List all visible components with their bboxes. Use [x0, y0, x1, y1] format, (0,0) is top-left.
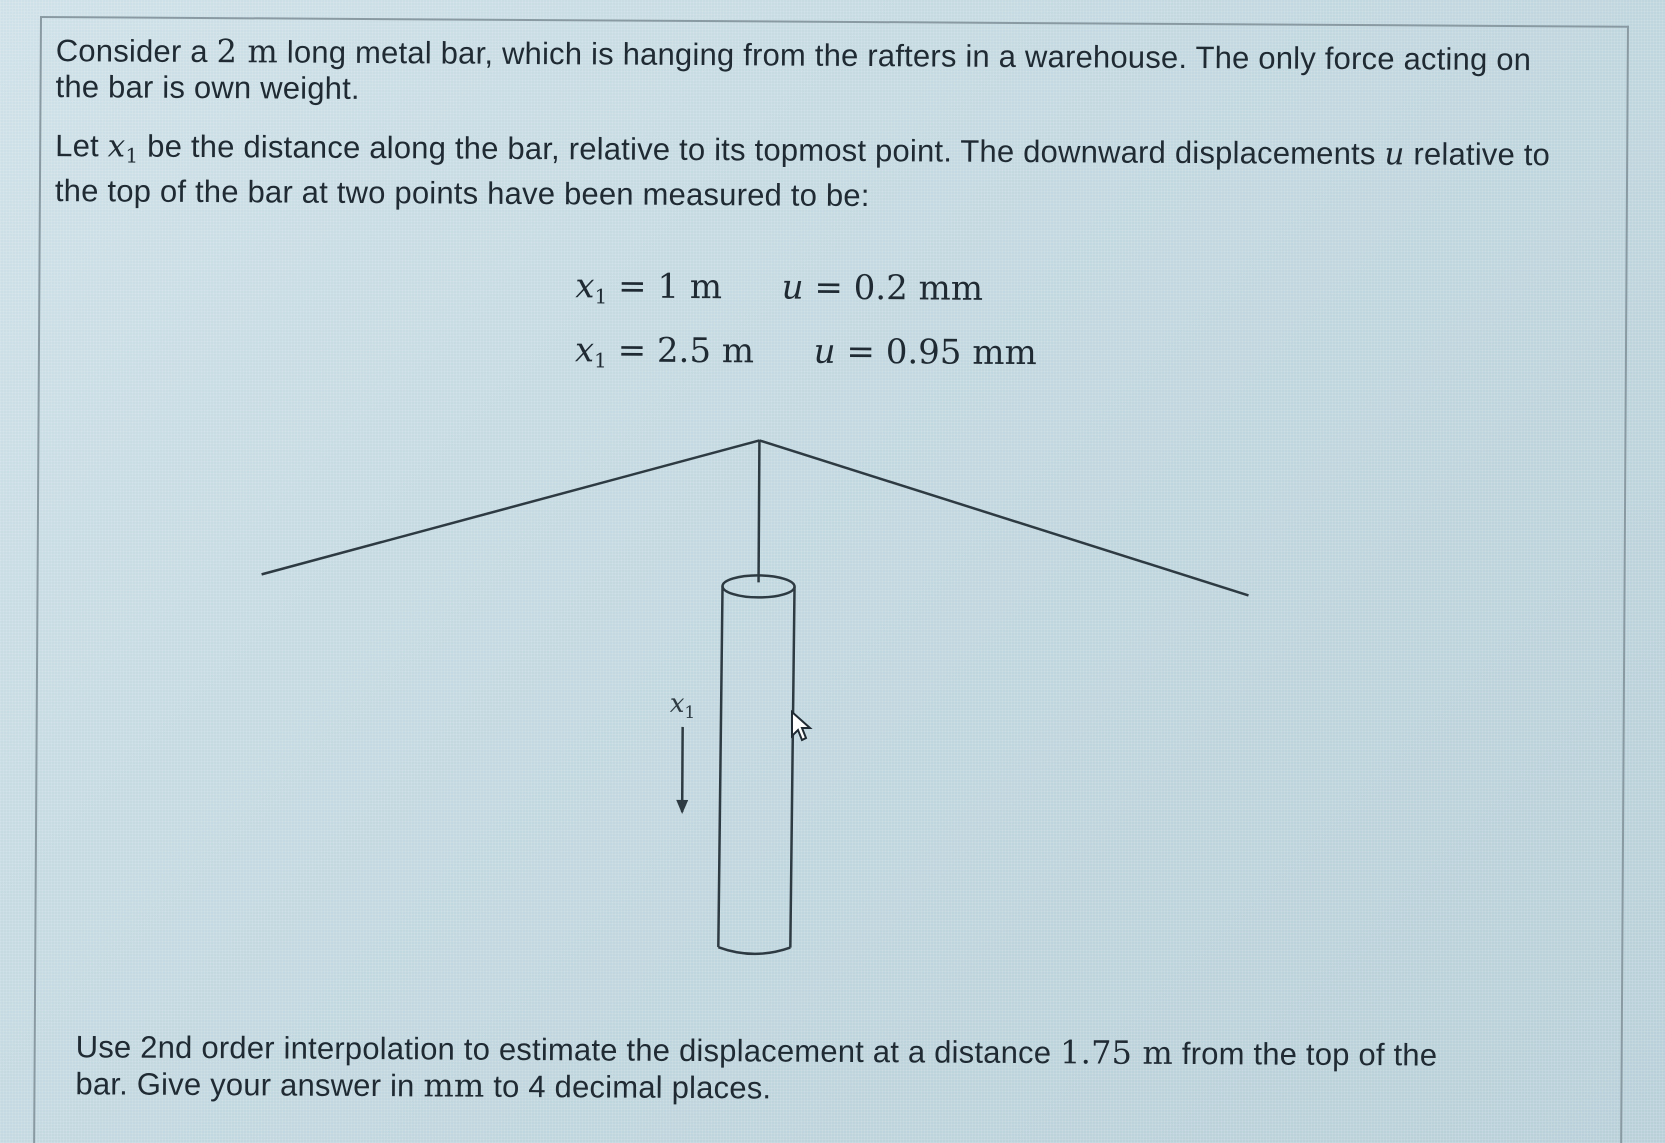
x1-figure-label: $x_1$	[669, 688, 696, 724]
bar-right-edge	[790, 587, 794, 948]
def-text-a: Let	[55, 128, 100, 164]
hanging-bar-diagram	[35, 18, 1627, 1143]
right-rafter	[758, 440, 1249, 595]
u-value: = 0.2 mm	[814, 267, 984, 309]
u-symbol: u	[781, 267, 804, 308]
u-value: = 0.95 mm	[846, 331, 1037, 374]
x-value: = 2.5 m	[617, 330, 755, 372]
x-symbol-sub: 1	[594, 284, 608, 309]
answer-unit: mm	[423, 1066, 485, 1105]
target-distance: 1.75 m	[1059, 1033, 1174, 1072]
bar-bottom	[718, 947, 790, 954]
var-x-sub: 1	[125, 143, 139, 168]
var-x: x	[107, 128, 126, 165]
bar-length: 2 m	[216, 32, 279, 71]
x-value: = 1 m	[617, 266, 723, 308]
x1-arrow-head	[676, 800, 688, 814]
intro-text-a: Consider a	[55, 33, 208, 70]
question-panel	[33, 16, 1629, 1143]
x1-arrow-shaft	[682, 727, 683, 812]
task-text-b: from the top of the bar. Give your answer in	[75, 1035, 1438, 1104]
def-text-c: relative to the top of the bar at two points have been measured to be:	[54, 136, 1551, 214]
intro-text-b: long metal bar, which is hanging from the rafters in a warehouse. The only force acting on the bar is own weight.	[55, 34, 1532, 106]
task-text-c: to 4 decimal places.	[493, 1068, 772, 1106]
def-text-b: be the distance along the bar, relative to its topmost point. The downward displacements	[147, 128, 1376, 172]
u-symbol: u	[813, 331, 836, 372]
x-symbol: x	[575, 266, 595, 307]
var-u: u	[1384, 136, 1405, 173]
x-symbol-sub: 1	[594, 348, 607, 373]
task-text-a: Use 2nd order interpolation to estimate the displacement at a distance	[75, 1029, 1052, 1071]
mouse-cursor-icon	[790, 710, 820, 744]
hanging-wire	[759, 440, 760, 582]
question-task	[75, 1028, 1475, 1111]
left-rafter	[262, 437, 760, 577]
x-symbol: x	[574, 330, 595, 371]
bar-left-edge	[718, 586, 722, 947]
